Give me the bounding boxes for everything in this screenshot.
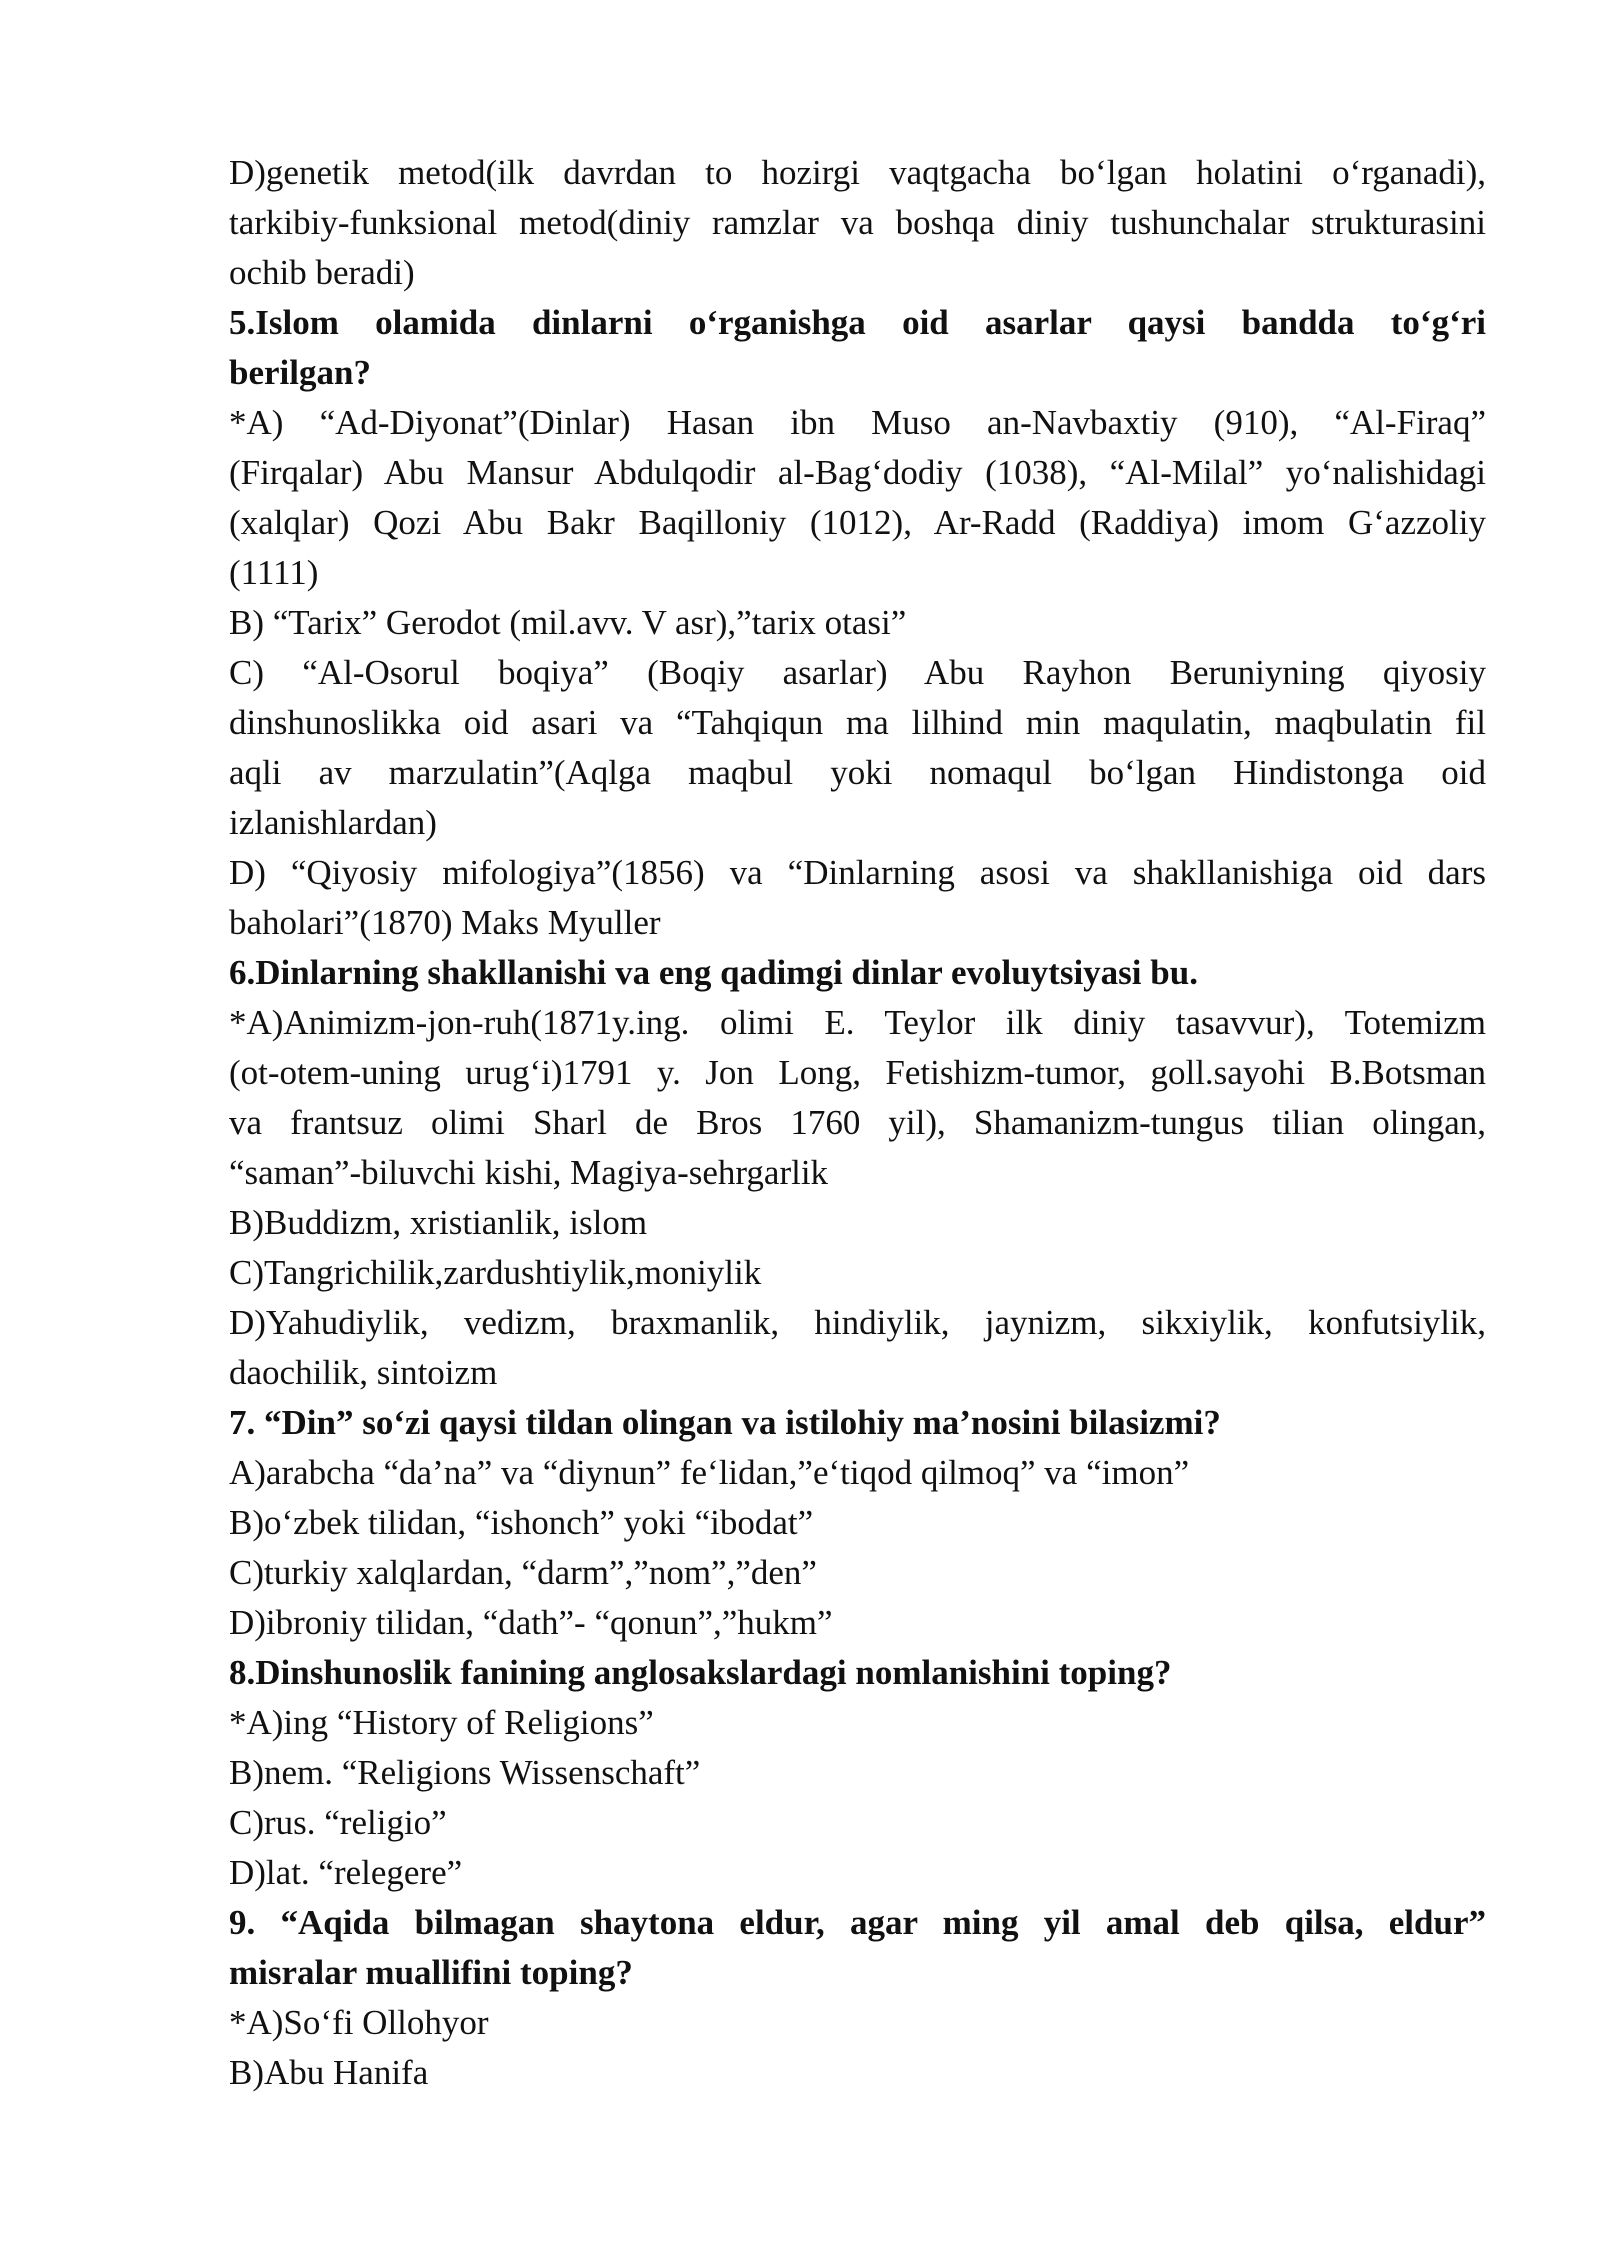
answer-text-line: ochib beradi) [229,253,415,292]
answer-text-line: A)arabcha “da’na” va “diynun” fe‘lidan,”e‘tiqod qilmoq” va “imon” [229,1453,1190,1492]
answer-text-line: D) “Qiyosiy mifologiya”(1856) va “Dinlarning asosi va shakllanishiga oid dars [229,853,1486,892]
question-text-line: 7. “Din” so‘zi qaysi tildan olingan va istilohiy ma’nosini bilasizmi? [229,1403,1221,1442]
answer-text-line: izlanishlardan) [229,803,437,842]
answer-text-line: tarkibiy-funksional metod(diniy ramzlar va boshqa diniy tushunchalar strukturasini [229,203,1486,242]
answer-text-line: aqli av marzulatin”(Aqlga maqbul yoki nomaqul bo‘lgan Hindistonga oid [229,753,1486,792]
answer-text-line: (Firqalar) Abu Mansur Abdulqodir al-Bag‘dodiy (1038), “Al-Milal” yo‘nalishidagi [229,453,1486,492]
question-text-line: berilgan? [229,353,371,392]
answer-text-line: baholari”(1870) Maks Myuller [229,903,661,942]
answer-text-line: B)Buddizm, xristianlik, islom [229,1203,648,1242]
answer-text-line: *A) “Ad-Diyonat”(Dinlar) Hasan ibn Muso an-Navbaxtiy (910), “Al-Firaq” [229,403,1486,442]
answer-text-line: (ot-otem-uning urug‘i)1791 y. Jon Long, Fetishizm-tumor, goll.sayohi B.Botsman [229,1053,1486,1092]
answer-text-line: B) “Tarix” Gerodot (mil.avv. V asr),”tarix otasi” [229,603,907,642]
question-text-line: 9. “Aqida bilmagan shaytona eldur, agar ming yil amal deb qilsa, eldur” [229,1903,1486,1942]
answer-text-line: C)rus. “religio” [229,1803,447,1842]
answer-text-line: B)Abu Hanifa [229,2053,429,2092]
answer-text-line: *A)Animizm-jon-ruh(1871y.ing. olimi E. Teylor ilk diniy tasavvur), Totemizm [229,1003,1486,1042]
answer-text-line: (xalqlar) Qozi Abu Bakr Baqilloniy (1012), Ar-Radd (Raddiya) imom G‘azzoliy [229,503,1486,542]
answer-text-line: dinshunoslikka oid asari va “Tahqiqun ma lilhind min maqulatin, maqbulatin fil [229,703,1486,742]
answer-text-line: C)Tangrichilik,zardushtiylik,moniylik [229,1253,762,1292]
answer-text-line: daochilik, sintoizm [229,1353,498,1392]
answer-text-line: *A)ing “History of Religions” [229,1703,654,1742]
answer-text-line: B)nem. “Religions Wissenschaft” [229,1753,701,1792]
answer-text-line: D)genetik metod(ilk davrdan to hozirgi vaqtgacha bo‘lgan holatini o‘rganadi), [229,153,1486,192]
answer-text-line: B)o‘zbek tilidan, “ishonch” yoki “ibodat” [229,1503,814,1542]
question-text-line: misralar muallifini toping? [229,1953,633,1992]
answer-text-line: *A)So‘fi Ollohyor [229,2003,489,2042]
answer-text-line: C)turkiy xalqlardan, “darm”,”nom”,”den” [229,1553,817,1592]
answer-text-line: (1111) [229,553,319,592]
answer-text-line: D)Yahudiylik, vedizm, braxmanlik, hindiylik, jaynizm, sikxiylik, konfutsiylik, [229,1303,1486,1342]
answer-text-line: D)ibroniy tilidan, “dath”- “qonun”,”hukm” [229,1603,833,1642]
answer-text-line: “saman”-biluvchi kishi, Magiya-sehrgarlik [229,1153,829,1192]
question-text-line: 6.Dinlarning shakllanishi va eng qadimgi dinlar evoluytsiyasi bu. [229,953,1198,992]
answer-text-line: va frantsuz olimi Sharl de Bros 1760 yil), Shamanizm-tungus tilian olingan, [229,1103,1486,1142]
document-page [229,148,1486,2098]
answer-text-line: C) “Al-Osorul boqiya” (Boqiy asarlar) Abu Rayhon Beruniyning qiyosiy [229,653,1486,692]
question-text-line: 8.Dinshunoslik fanining anglosakslardagi nomlanishini toping? [229,1653,1172,1692]
question-text-line: 5.Islom olamida dinlarni o‘rganishga oid asarlar qaysi bandda to‘g‘ri [229,303,1486,342]
answer-text-line: D)lat. “relegere” [229,1853,463,1892]
